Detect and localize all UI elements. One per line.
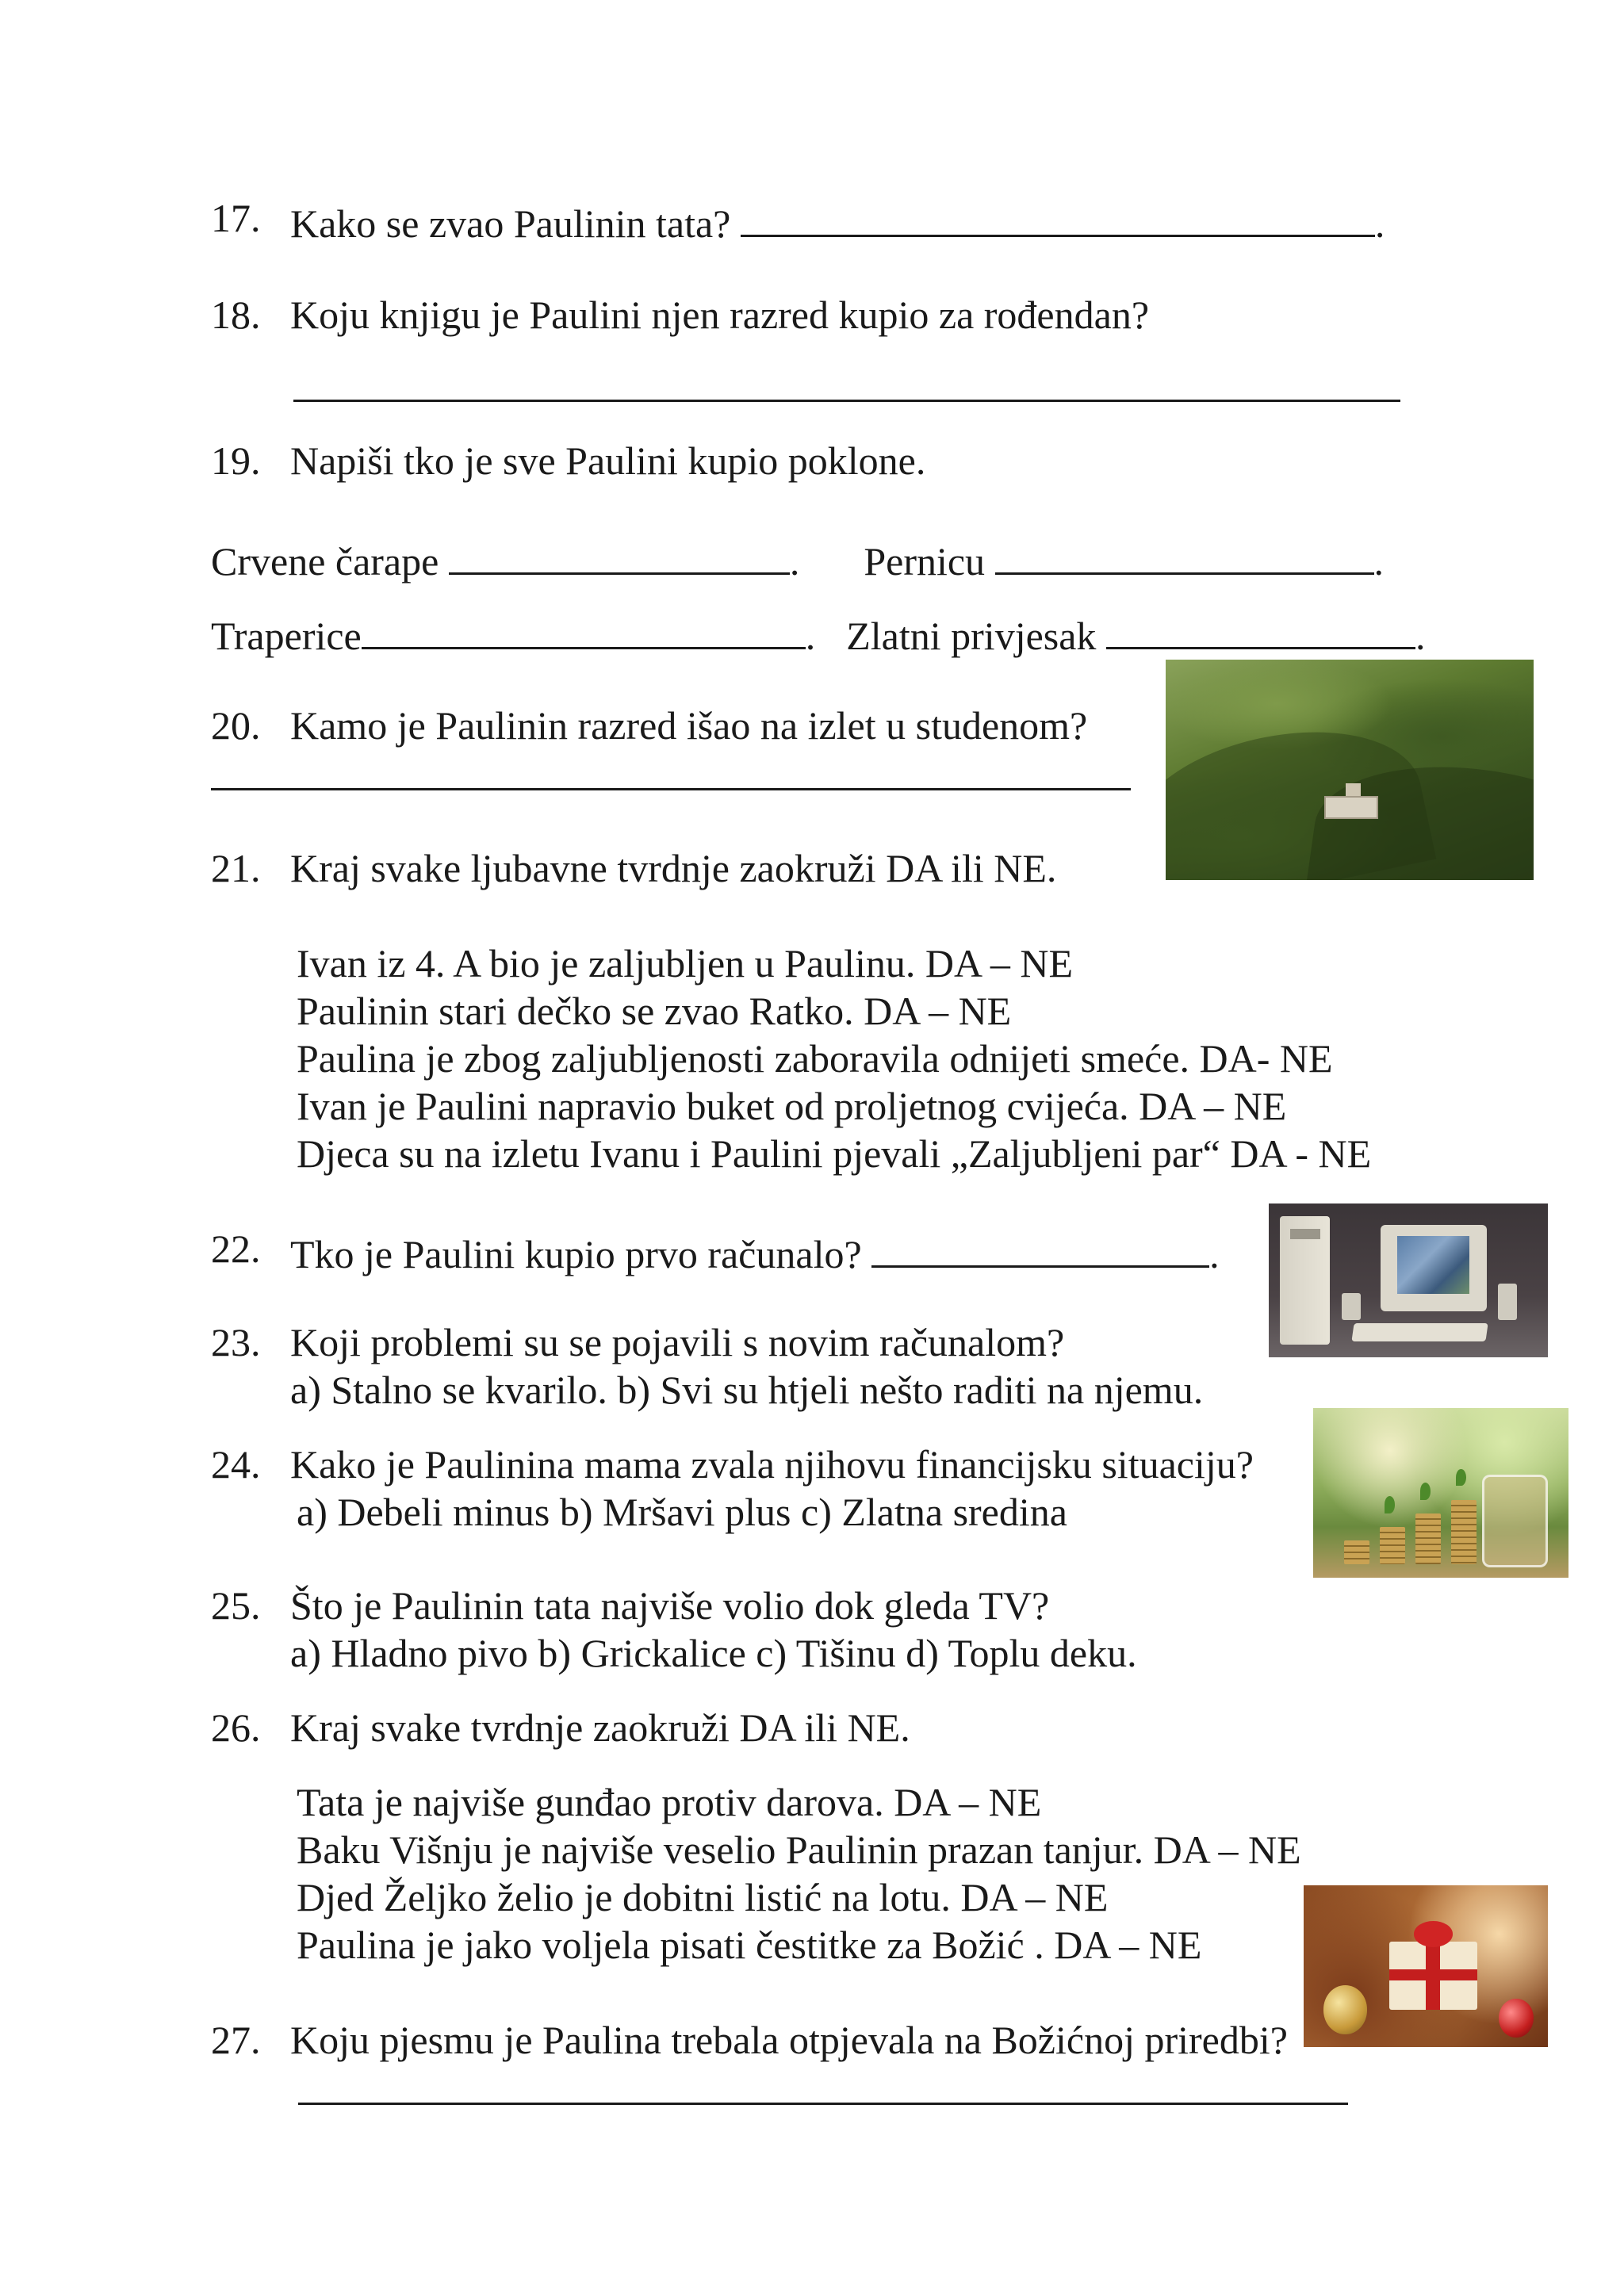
statement-26-1: Tata je najviše gunđao protiv darova. DA – NE: [297, 1780, 1042, 1824]
question-23-text: Koji problemi su se pojavili s novim računalom?: [290, 1320, 1065, 1364]
statement-26-4: Paulina je jako voljela pisati čestitke za Božić . DA – NE: [297, 1923, 1202, 1967]
statement-26-3: Djed Željko želio je dobitni listić na lotu. DA – NE: [297, 1875, 1109, 1919]
statement-21-5: Djeca su na izletu Ivanu i Paulini pjevali „Zaljubljeni par“ DA - NE: [297, 1131, 1372, 1176]
period: .: [789, 539, 800, 584]
answer-blank-17[interactable]: [741, 198, 1375, 237]
question-27-text: Koju pjesmu je Paulina trebala otpjevala na Božićnoj priredbi?: [290, 2018, 1288, 2062]
question-24-options: a) Debeli minus b) Mršavi plus c) Zlatna sredina: [297, 1490, 1067, 1534]
period: .: [1373, 539, 1385, 584]
question-26-text: Kraj svake tvrdnje zaokruži DA ili NE.: [290, 1705, 910, 1750]
answer-line-20[interactable]: [211, 788, 1131, 790]
question-17: [290, 198, 1385, 246]
question-23-number: 23.: [211, 1320, 261, 1364]
question-22-number: 22.: [211, 1226, 261, 1271]
gift-label-red-socks: Crvene čarape: [211, 539, 439, 584]
gift-row-2: [211, 610, 1425, 656]
answer-line-27[interactable]: [298, 2103, 1348, 2105]
question-22: [290, 1229, 1220, 1274]
christmas-gift-image: [1304, 1885, 1548, 2047]
answer-blank-jeans[interactable]: [362, 610, 806, 649]
question-20-text: Kamo je Paulinin razred išao na izlet u studenom?: [290, 703, 1088, 748]
question-24-text: Kako je Paulinina mama zvala njihovu financijsku situaciju?: [290, 1442, 1254, 1487]
statement-21-3: Paulina je zbog zaljubljenosti zaboravila odnijeti smeće. DA- NE: [297, 1036, 1333, 1081]
question-23-options: a) Stalno se kvarilo. b) Svi su htjeli nešto raditi na njemu.: [290, 1368, 1204, 1412]
question-20-number: 20.: [211, 703, 261, 748]
answer-blank-gold-pendant[interactable]: [1106, 610, 1415, 649]
question-25-options: a) Hladno pivo b) Grickalice c) Tišinu d) Toplu deku.: [290, 1631, 1137, 1675]
coins-plants-image: [1313, 1408, 1568, 1578]
question-19-number: 19.: [211, 438, 261, 483]
answer-blank-22[interactable]: [871, 1229, 1209, 1268]
question-17-text: Kako se zvao Paulinin tata?: [290, 201, 731, 246]
period: .: [805, 614, 816, 658]
period: .: [1415, 614, 1426, 658]
question-22-text: Tko je Paulini kupio prvo računalo?: [290, 1232, 862, 1276]
statement-21-1: Ivan iz 4. A bio je zaljubljen u Paulinu. DA – NE: [297, 941, 1074, 985]
question-25-number: 25.: [211, 1583, 261, 1628]
question-26-number: 26.: [211, 1705, 261, 1750]
question-18-number: 18.: [211, 293, 261, 337]
question-18-text: Koju knjigu je Paulini njen razred kupio za rođendan?: [290, 293, 1150, 337]
answer-line-18[interactable]: [293, 400, 1400, 402]
period: .: [1374, 201, 1385, 246]
gift-label-gold-pendant: Zlatni privjesak: [846, 614, 1097, 658]
statement-26-2: Baku Višnju je najviše veselio Paulinin prazan tanjur. DA – NE: [297, 1827, 1301, 1872]
period: .: [1209, 1232, 1220, 1276]
question-19-text: Napiši tko je sve Paulini kupio poklone.: [290, 438, 926, 483]
statement-21-2: Paulinin stari dečko se zvao Ratko. DA – NE: [297, 989, 1012, 1033]
computer-image: [1269, 1203, 1548, 1357]
mountain-castle-image: [1166, 660, 1534, 880]
answer-blank-pencil-case[interactable]: [995, 536, 1374, 575]
gift-row-1: [211, 536, 1385, 584]
question-24-number: 24.: [211, 1442, 261, 1487]
statement-21-4: Ivan je Paulini napravio buket od proljetnog cvijeća. DA – NE: [297, 1084, 1287, 1128]
question-25-text: Što je Paulinin tata najviše volio dok gleda TV?: [290, 1583, 1050, 1628]
answer-blank-red-socks[interactable]: [449, 536, 790, 575]
gift-label-jeans: Traperice: [211, 614, 362, 658]
question-27-number: 27.: [211, 2018, 261, 2062]
question-21-number: 21.: [211, 846, 261, 890]
question-21-text: Kraj svake ljubavne tvrdnje zaokruži DA ili NE.: [290, 846, 1057, 890]
question-17-number: 17.: [211, 196, 261, 240]
gift-label-pencil-case: Pernicu: [864, 539, 986, 584]
